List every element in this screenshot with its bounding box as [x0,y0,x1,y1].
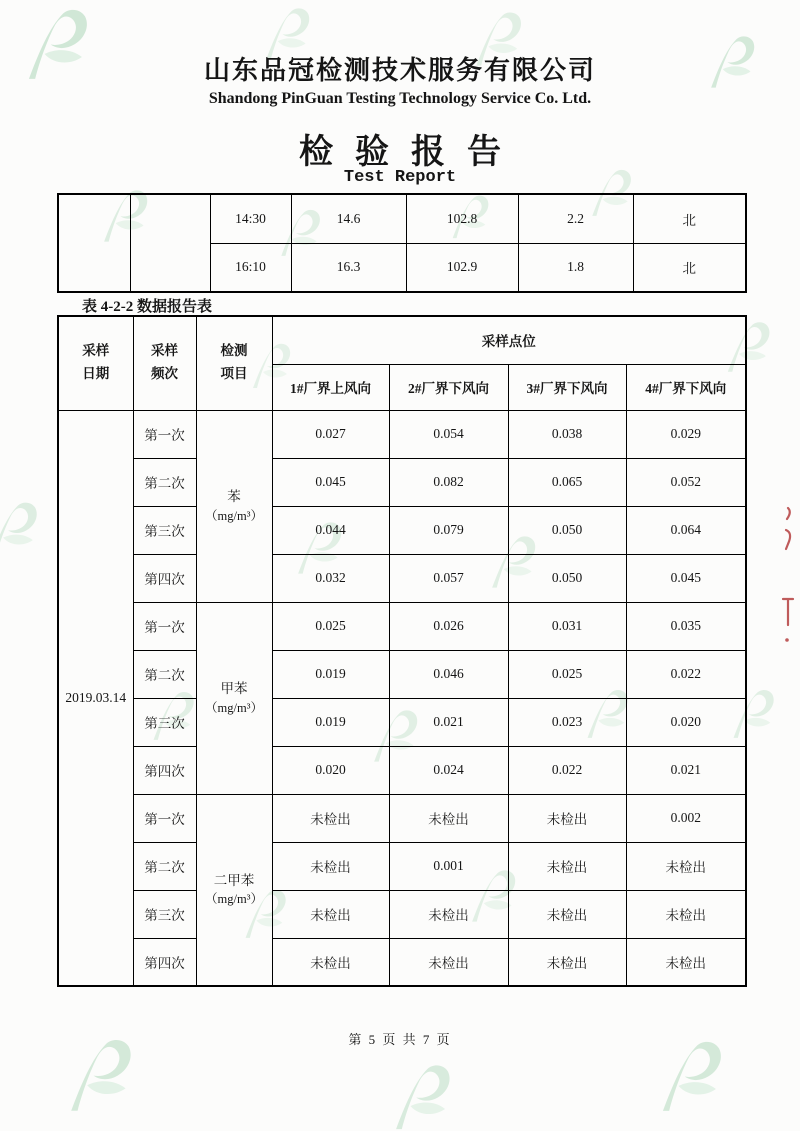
header-point-2: 2#厂界下风向 [389,364,508,410]
value-cell: 0.050 [508,554,626,602]
wind-direction-cell: 北 [633,243,746,292]
value-cell: 未检出 [626,938,746,986]
page-number: 第 5 页 共 7 页 [348,1032,452,1047]
data-report-table [57,315,747,987]
freq-cell: 第四次 [133,554,196,602]
value-cell: 0.025 [508,650,626,698]
empty-cell [130,194,210,292]
freq-cell: 第一次 [133,410,196,458]
value-cell: 0.045 [272,458,389,506]
item-name: 苯 [227,489,241,505]
value-cell: 0.035 [626,602,746,650]
item-cell [196,410,272,602]
time-cell: 14:30 [210,194,291,243]
value-cell: 0.046 [389,650,508,698]
report-title-cn: 检验报告 [299,134,523,171]
header-sampling-points: 采样点位 [272,316,746,364]
value-cell: 0.019 [272,650,389,698]
value-cell: 0.082 [389,458,508,506]
value-cell: 0.045 [626,554,746,602]
value-cell: 0.022 [626,650,746,698]
value-cell: 102.8 [406,194,518,243]
freq-cell: 第二次 [133,842,196,890]
sample-date-cell: 2019.03.14 [58,410,133,986]
red-stamp-fragment [779,502,800,662]
value-cell: 未检出 [272,842,389,890]
value-cell: 0.001 [389,842,508,890]
header-sample-frequency: 采样频次 [133,316,196,410]
table-caption: 表 4-2-2 数据报告表 [82,299,212,315]
value-cell: 0.022 [508,746,626,794]
leaf-logo-watermark [0,498,44,560]
header-sample-date: 采样日期 [58,316,133,410]
freq-cell: 第二次 [133,458,196,506]
value-cell: 未检出 [272,794,389,842]
freq-cell: 第二次 [133,650,196,698]
freq-cell: 第三次 [133,506,196,554]
value-cell: 0.002 [626,794,746,842]
header-test-item: 检测项目 [196,316,272,410]
value-cell: 0.038 [508,410,626,458]
value-cell: 未检出 [626,842,746,890]
value-cell: 0.064 [626,506,746,554]
item-unit: （mg/m³） [205,700,263,715]
header-point-3: 3#厂界下风向 [508,364,626,410]
value-cell: 未检出 [626,890,746,938]
value-cell: 0.021 [389,698,508,746]
value-cell: 0.057 [389,554,508,602]
report-title-en: Test Report [343,168,457,187]
value-cell: 未检出 [508,842,626,890]
weather-readings-table [57,193,747,293]
value-cell: 0.023 [508,698,626,746]
item-cell [196,602,272,794]
header-point-1: 1#厂界上风向 [272,364,389,410]
value-cell: 0.079 [389,506,508,554]
value-cell: 0.054 [389,410,508,458]
value-cell: 未检出 [508,938,626,986]
value-cell: 0.020 [272,746,389,794]
time-cell: 16:10 [210,243,291,292]
value-cell: 未检出 [389,794,508,842]
value-cell: 未检出 [272,938,389,986]
value-cell: 未检出 [272,890,389,938]
freq-cell: 第四次 [133,938,196,986]
value-cell: 0.026 [389,602,508,650]
value-cell: 0.020 [626,698,746,746]
value-cell: 0.050 [508,506,626,554]
value-cell: 0.044 [272,506,389,554]
value-cell: 102.9 [406,243,518,292]
value-cell: 0.029 [626,410,746,458]
value-cell: 0.032 [272,554,389,602]
value-cell: 16.3 [291,243,406,292]
value-cell: 1.8 [518,243,633,292]
value-cell: 未检出 [508,890,626,938]
item-name: 二甲苯 [213,872,255,888]
value-cell: 未检出 [508,794,626,842]
value-cell: 0.021 [626,746,746,794]
freq-cell: 第三次 [133,698,196,746]
value-cell: 2.2 [518,194,633,243]
header-point-4: 4#厂界下风向 [626,364,746,410]
value-cell: 0.052 [626,458,746,506]
value-cell: 14.6 [291,194,406,243]
freq-cell: 第四次 [133,746,196,794]
value-cell: 0.065 [508,458,626,506]
freq-cell: 第三次 [133,890,196,938]
value-cell: 0.019 [272,698,389,746]
item-unit: （mg/m³） [205,508,263,523]
item-unit: （mg/m³） [205,892,263,907]
value-cell: 0.025 [272,602,389,650]
value-cell: 0.027 [272,410,389,458]
empty-cell [58,194,130,292]
value-cell: 0.024 [389,746,508,794]
wind-direction-cell: 北 [633,194,746,243]
company-name-cn: 山东品冠检测技术服务有限公司 [203,55,596,85]
value-cell: 未检出 [389,938,508,986]
freq-cell: 第一次 [133,794,196,842]
item-cell [196,794,272,986]
value-cell: 未检出 [389,890,508,938]
leaf-logo-watermark [386,1060,458,1131]
item-name: 甲苯 [220,681,248,697]
value-cell: 0.031 [508,602,626,650]
freq-cell: 第一次 [133,602,196,650]
company-name-en: Shandong PinGuan Testing Technology Service Co. Ltd. [208,90,592,107]
